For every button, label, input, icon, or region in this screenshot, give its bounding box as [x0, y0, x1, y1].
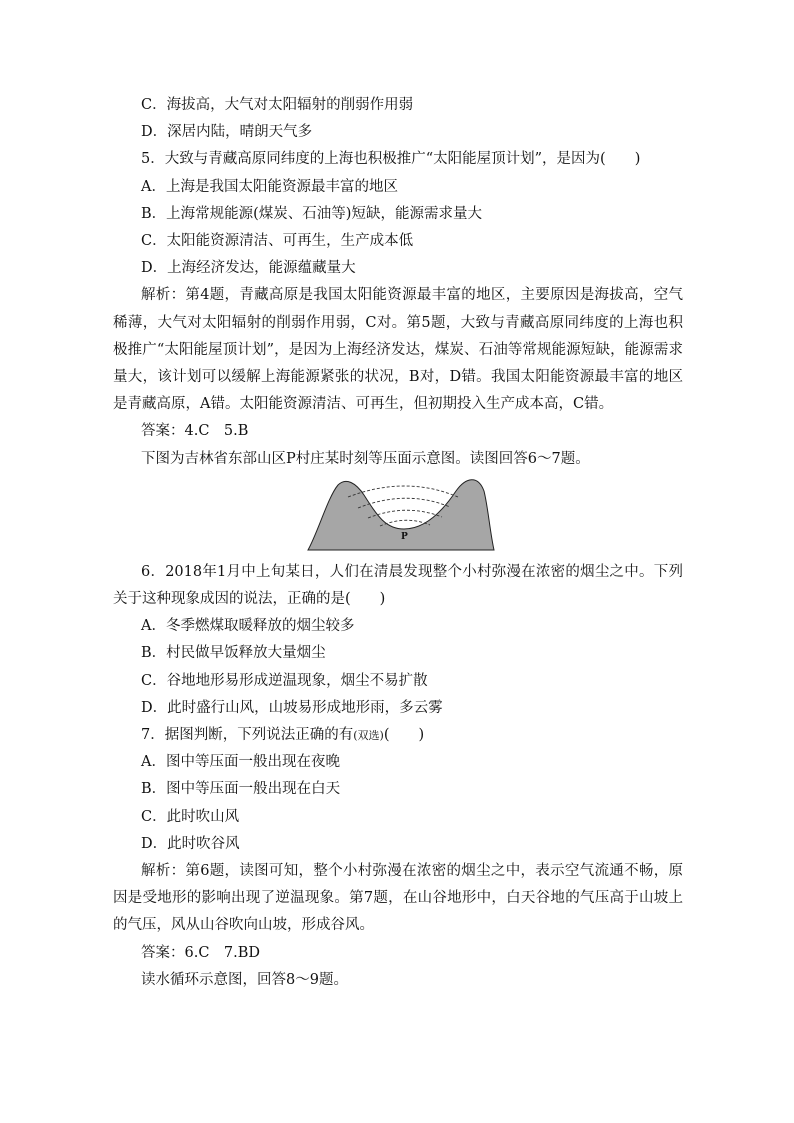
document-page [113, 92, 683, 994]
answer-6-7: 答案：6.C 7.BD [141, 944, 261, 961]
q6-option-d: D．此时盛行山风，山坡易形成地形雨，多云雾 [141, 699, 443, 716]
q5-option-b: B．上海常规能源(煤炭、石油等)短缺，能源需求量大 [141, 205, 482, 222]
q7-option-a: A．图中等压面一般出现在夜晚 [141, 754, 340, 771]
q4-option-c: C．海拔高，大气对太阳辐射的削弱作用弱 [141, 97, 414, 113]
valley-isobar-diagram [306, 477, 496, 553]
q7-option-d: D．此时吹谷风 [141, 835, 240, 852]
figure-intro: 下图为吉林省东部山区P村庄某时刻等压面示意图。读图回答6～7题。 [141, 450, 590, 467]
q4-option-d: D．深居内陆，晴朗天气多 [141, 124, 313, 141]
q5-option-d: D．上海经济发达，能源蕴藏量大 [141, 260, 356, 277]
q7-stem: 7．据图判断，下列说法正确的有 [141, 727, 354, 744]
analysis-4-5: 解析：第4题，青藏高原是我国太阳能资源最丰富的地区，主要原因是海拔高，空气稀薄，大气对太阳辐射的削弱作用弱，C对。第5题，大致与青藏高原同纬度的上海也积极推广“太阳能屋顶计划”，是因为上海经济发达，煤炭、石油等常规能源短缺，能源需求量大，该计划可以缓解上海能源紧张的状况，B对，D错。我国太阳能资源最丰富的地区是青藏高原，A错。太阳能资源清洁、可再生，但初期投入生产成本高，C错。 [113, 287, 683, 413]
q7-option-c: C．此时吹山风 [141, 808, 240, 825]
q6-stem: 6．2018年1月中上旬某日，人们在清晨发现整个小村弥漫在浓密的烟尘之中。下列关于这种现象成因的说法，正确的是( ) [113, 563, 683, 608]
analysis-6-7: 解析：第6题，读图可知，整个小村弥漫在浓密的烟尘之中，表示空气流通不畅，原因是受地形的影响出现了逆温现象。第7题，在山谷地形中，白天谷地的气压高于山坡上的气压，风从山谷吹向山坡，形成谷风。 [113, 863, 683, 934]
q7-answer-blank: ( ) [383, 727, 425, 744]
q5-stem: 5．大致与青藏高原同纬度的上海也积极推广“太阳能屋顶计划”，是因为( ) [141, 151, 641, 168]
q7-multi-select-note: (双选) [353, 729, 384, 743]
next-intro: 读水循环示意图，回答8～9题。 [141, 971, 348, 988]
q6-option-b: B．村民做早饭释放大量烟尘 [141, 645, 326, 662]
q5-option-a: A．上海是我国太阳能资源最丰富的地区 [141, 178, 398, 195]
q7-stem-line [113, 722, 683, 749]
answer-4-5: 答案：4.C 5.B [141, 423, 249, 440]
q6-option-c: C．谷地地形易形成逆温现象，烟尘不易扩散 [141, 672, 428, 689]
q5-option-c: C．太阳能资源清洁、可再生，生产成本低 [141, 233, 414, 250]
point-p-label: P [401, 531, 408, 542]
q6-option-a: A．冬季燃煤取暖释放的烟尘较多 [141, 618, 355, 635]
q7-option-b: B．图中等压面一般出现在白天 [141, 781, 341, 798]
isobar-figure [113, 477, 683, 555]
